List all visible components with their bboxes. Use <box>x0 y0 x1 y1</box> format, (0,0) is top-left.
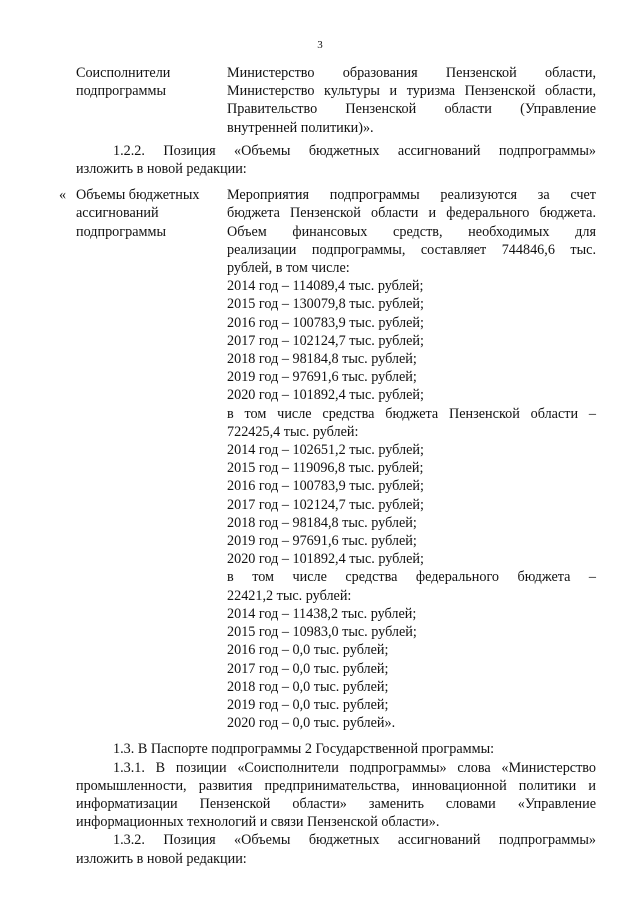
year-line: 2015 год – 119096,8 тыс. рублей; <box>227 460 424 477</box>
value-line: 22421,2 тыс. рублей: <box>227 587 352 604</box>
year-line: 2014 год – 102651,2 тыс. рублей; <box>227 442 424 459</box>
value-line: бюджета Пензенской области и федерального бюджета. <box>227 205 596 222</box>
year-line: 2017 год – 102124,7 тыс. рублей; <box>227 332 424 349</box>
year-line: 2016 год – 100783,9 тыс. рублей; <box>227 314 424 331</box>
paragraph-1-3-1 <box>76 759 596 832</box>
value-line: 722425,4 тыс. рублей: <box>227 423 359 440</box>
value-line: в том числе средства бюджета Пензенской области – <box>227 405 596 422</box>
paragraph-line: 1.3.1. В позиции «Соисполнители подпрограммы» слова «Министерство <box>113 759 596 776</box>
paragraph-1-2-2 <box>76 142 596 178</box>
paragraph-line: информатизации Пензенской области» заменить словами «Управление <box>76 795 596 812</box>
value-line: Объем финансовых средств, необходимых для <box>227 223 596 240</box>
year-line: 2015 год – 130079,8 тыс. рублей; <box>227 296 424 313</box>
year-line: 2020 год – 101892,4 тыс. рублей; <box>227 387 424 404</box>
paragraph-1-3-2 <box>76 831 596 867</box>
paragraph-line: изложить в новой редакции: <box>76 850 247 867</box>
label-line: ассигнований <box>76 205 159 222</box>
document-body <box>59 64 596 868</box>
value-line: Министерство образования Пензенской области, <box>227 65 596 81</box>
page-number: 3 <box>317 39 323 51</box>
label-line: Соисполнители <box>76 65 171 81</box>
year-line: 2017 год – 102124,7 тыс. рублей; <box>227 496 424 513</box>
value-line: реализации подпрограммы, составляет 744846,6 тыс. <box>227 241 596 258</box>
paragraph-line: изложить в новой редакции: <box>76 161 247 178</box>
row-value <box>227 64 596 137</box>
label-line: подпрограммы <box>76 83 166 100</box>
year-line: 2018 год – 98184,8 тыс. рублей; <box>227 514 417 531</box>
value-line: в том числе средства федерального бюджета – <box>227 569 596 586</box>
year-line: 2017 год – 0,0 тыс. рублей; <box>227 660 389 677</box>
value-line: Министерство культуры и туризма Пензенской области, <box>227 83 596 100</box>
paragraph-1-3: 1.3. В Паспорте подпрограммы 2 Государственной программы: <box>113 741 495 758</box>
year-line: 2016 год – 0,0 тыс. рублей; <box>227 642 389 659</box>
row-value <box>227 186 596 732</box>
year-line: 2020 год – 101892,4 тыс. рублей; <box>227 551 424 568</box>
year-line: 2019 год – 97691,6 тыс. рублей; <box>227 369 417 386</box>
year-line: 2014 год – 114089,4 тыс. рублей; <box>227 278 424 295</box>
paragraph-line: 1.3.2. Позиция «Объемы бюджетных ассигнований подпрограммы» <box>113 832 596 849</box>
opening-quote: « <box>59 187 67 204</box>
year-line: 2020 год – 0,0 тыс. рублей». <box>227 715 396 732</box>
value-line: внутренней политики)». <box>227 119 374 136</box>
year-line: 2015 год – 10983,0 тыс. рублей; <box>227 624 417 641</box>
value-line: рублей, в том числе: <box>227 260 350 277</box>
row-label <box>59 186 227 732</box>
paragraph-line: промышленности, развития предпринимательства, инновационной политики и <box>76 777 596 794</box>
year-line: 2018 год – 0,0 тыс. рублей; <box>227 678 389 695</box>
paragraph-line: информационных технологий и связи Пензенской области». <box>76 814 440 831</box>
table-row-budget <box>59 186 596 732</box>
label-line: Объемы бюджетных <box>76 187 200 204</box>
value-line: Мероприятия подпрограммы реализуются за счет <box>227 187 596 204</box>
value-line: Правительство Пензенской области (Управление <box>227 101 596 118</box>
year-line: 2019 год – 97691,6 тыс. рублей; <box>227 533 417 550</box>
label-line: подпрограммы <box>76 223 166 240</box>
year-line: 2018 год – 98184,8 тыс. рублей; <box>227 351 417 368</box>
year-line: 2014 год – 11438,2 тыс. рублей; <box>227 605 417 622</box>
year-line: 2019 год – 0,0 тыс. рублей; <box>227 696 389 713</box>
table-row-coexecutors <box>76 64 596 137</box>
row-label <box>76 64 227 137</box>
paragraph-line: 1.2.2. Позиция «Объемы бюджетных ассигнований подпрограммы» <box>113 142 596 159</box>
year-line: 2016 год – 100783,9 тыс. рублей; <box>227 478 424 495</box>
